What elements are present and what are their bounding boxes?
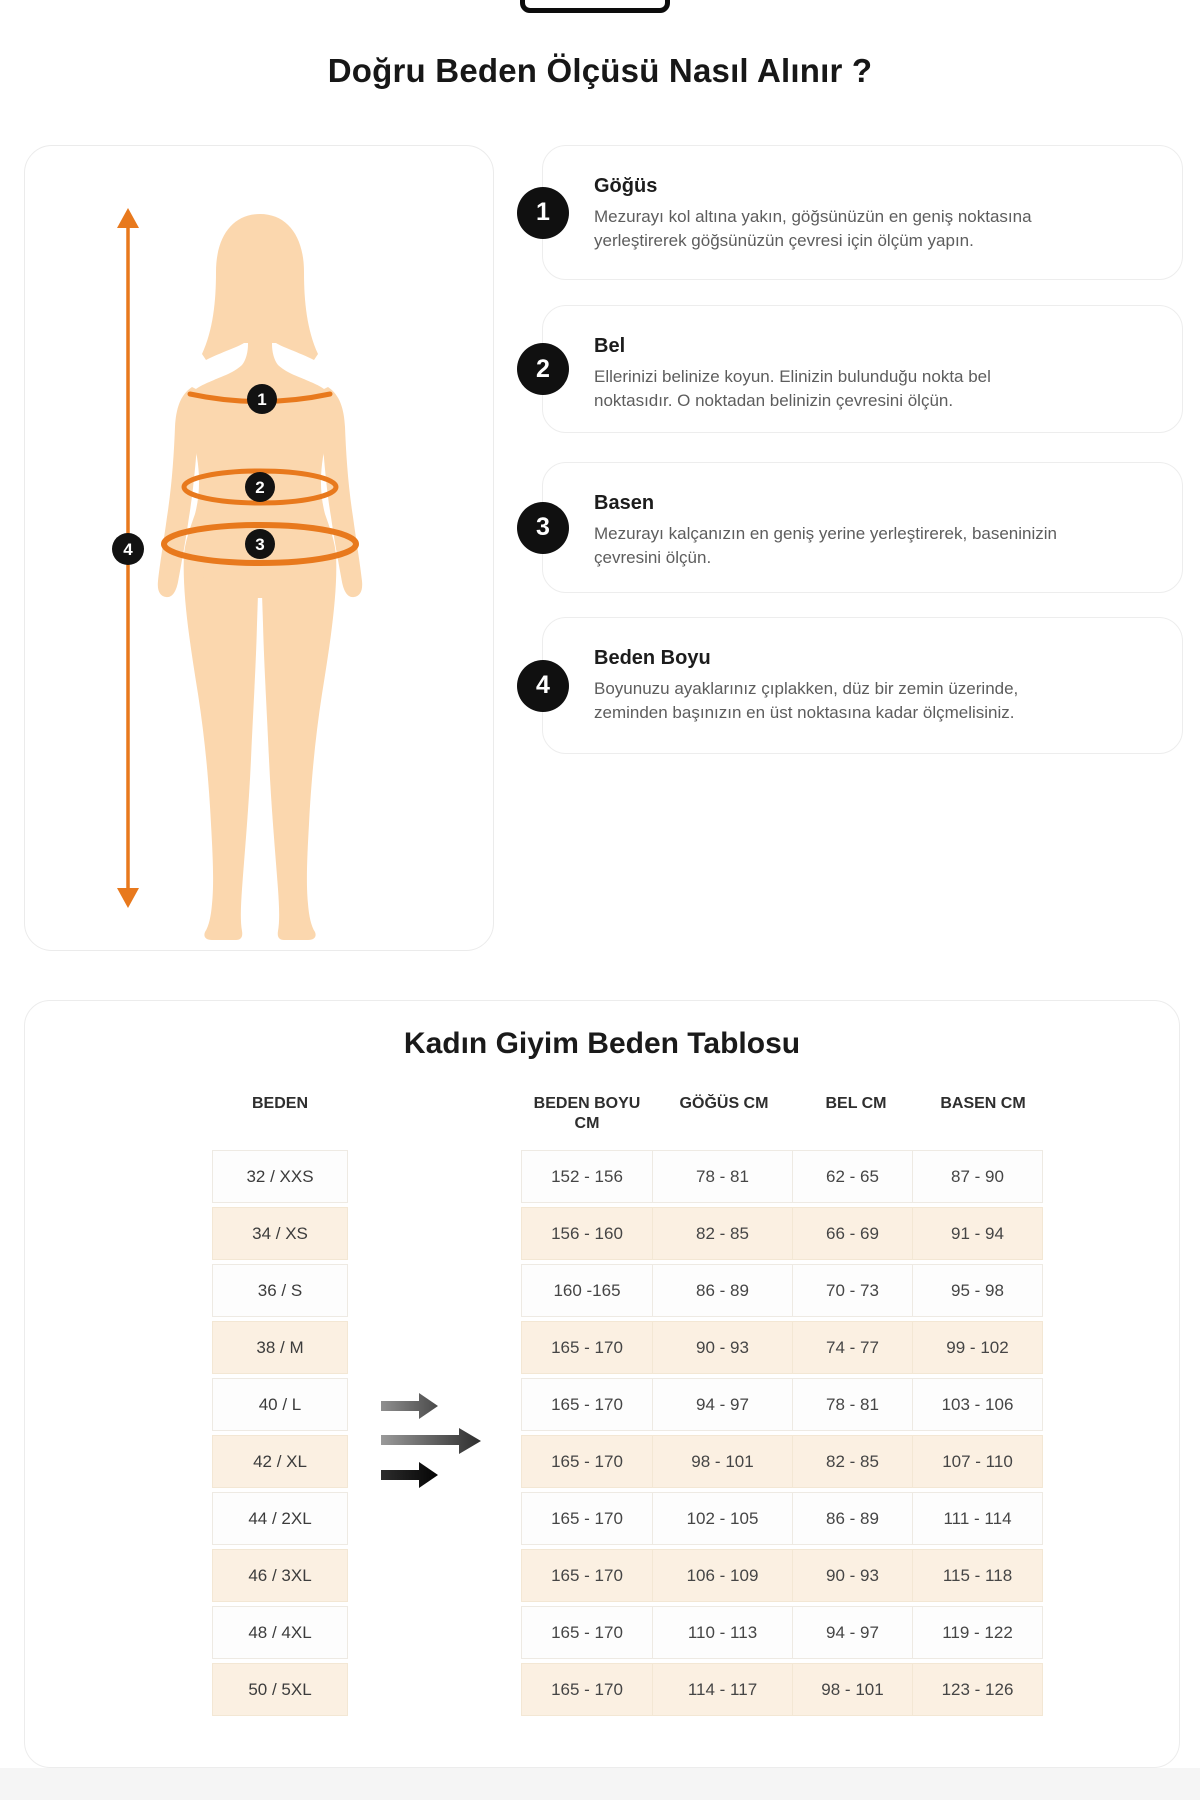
instruction-card-gogus bbox=[536, 145, 1183, 280]
step-2-badge bbox=[517, 343, 569, 395]
height-cell: 165 - 170 bbox=[551, 1452, 623, 1471]
size-cell: 38 / M bbox=[212, 1321, 348, 1374]
instruction-card-basen bbox=[536, 462, 1183, 593]
waist-cell: 78 - 81 bbox=[792, 1379, 912, 1430]
size-cell: 46 / 3XL bbox=[212, 1549, 348, 1602]
instruction-text: Ellerinizi belinize koyun. Elinizin bulunduğu nokta bel noktasıdır. O noktadan belinizin çevresini ölçün. bbox=[594, 367, 991, 411]
arrow-icon bbox=[381, 1393, 438, 1419]
arrow-icon bbox=[381, 1462, 438, 1488]
height-cell: 156 - 160 bbox=[551, 1224, 623, 1243]
hips-cell: 111 - 114 bbox=[912, 1493, 1042, 1544]
instruction-title: Basen bbox=[594, 492, 655, 514]
size-cell: 40 / L bbox=[212, 1378, 348, 1431]
size-cell: 32 / XXS bbox=[212, 1150, 348, 1203]
table-row bbox=[212, 1435, 1179, 1488]
hips-cell: 123 - 126 bbox=[912, 1664, 1042, 1715]
hips-cell: 107 - 110 bbox=[912, 1436, 1042, 1487]
height-cell: 165 - 170 bbox=[551, 1395, 623, 1414]
waist-cell: 74 - 77 bbox=[792, 1322, 912, 1373]
step-4-badge bbox=[517, 660, 569, 712]
body-measurement-diagram bbox=[110, 194, 410, 944]
size-table-card bbox=[24, 1000, 1180, 1768]
size-cell: 34 / XS bbox=[212, 1207, 348, 1260]
chest-cell: 94 - 97 bbox=[652, 1379, 792, 1430]
step-3-number: 3 bbox=[536, 513, 550, 541]
waist-cell: 94 - 97 bbox=[792, 1607, 912, 1658]
size-pointer-arrows-icon bbox=[375, 1384, 495, 1496]
instruction-card-bel bbox=[536, 305, 1183, 433]
step-1-badge bbox=[517, 187, 569, 239]
header-gogus: GÖĞÜS CM bbox=[679, 1095, 769, 1112]
height-cell: 165 - 170 bbox=[551, 1338, 623, 1357]
table-row bbox=[212, 1663, 1179, 1716]
table-row bbox=[212, 1606, 1179, 1659]
instruction-text: Mezurayı kol altına yakın, göğsünüzün en geniş noktasına yerleştirerek göğsünüzün çevresi için ölçüm yapın. bbox=[594, 207, 1032, 251]
size-table-title: Kadın Giyim Beden Tablosu bbox=[403, 1027, 801, 1060]
height-cell: 165 - 170 bbox=[551, 1509, 623, 1528]
header-beden: BEDEN bbox=[251, 1095, 308, 1112]
height-cell: 165 - 170 bbox=[551, 1623, 623, 1642]
chest-cell: 78 - 81 bbox=[652, 1151, 792, 1202]
instruction-title: Beden Boyu bbox=[594, 647, 711, 669]
size-cell: 50 / 5XL bbox=[212, 1663, 348, 1716]
body-silhouette bbox=[158, 214, 362, 940]
arrow-icon bbox=[381, 1428, 481, 1454]
chest-cell: 114 - 117 bbox=[652, 1664, 792, 1715]
step-1-number: 1 bbox=[536, 198, 550, 226]
hips-cell: 115 - 118 bbox=[912, 1550, 1042, 1601]
size-cell: 44 / 2XL bbox=[212, 1492, 348, 1545]
height-cell: 165 - 170 bbox=[551, 1680, 623, 1699]
size-cell: 48 / 4XL bbox=[212, 1606, 348, 1659]
header-beden-boyu: BEDEN BOYU CM bbox=[533, 1095, 641, 1132]
instruction-text: Boyunuzu ayaklarınız çıplakken, düz bir zemin üzerinde, zeminden başınızın en üst noktasına kadar ölçmelisiniz. bbox=[594, 679, 1019, 723]
marker-4: 4 bbox=[123, 540, 133, 559]
table-row bbox=[212, 1492, 1179, 1545]
size-cell: 42 / XL bbox=[212, 1435, 348, 1488]
hips-cell: 103 - 106 bbox=[912, 1379, 1042, 1430]
height-cell: 152 - 156 bbox=[551, 1167, 623, 1186]
hips-cell: 119 - 122 bbox=[912, 1607, 1042, 1658]
step-2-number: 2 bbox=[536, 354, 550, 383]
table-row bbox=[212, 1378, 1179, 1431]
height-cell: 165 - 170 bbox=[551, 1566, 623, 1585]
instruction-text: Mezurayı kalçanızın en geniş yerine yerleştirerek, baseninizin çevresini ölçün. bbox=[594, 524, 1058, 568]
step-4-number: 4 bbox=[536, 671, 550, 699]
chest-cell: 102 - 105 bbox=[652, 1493, 792, 1544]
chest-cell: 82 - 85 bbox=[652, 1208, 792, 1259]
chest-cell: 90 - 93 bbox=[652, 1322, 792, 1373]
table-row bbox=[212, 1150, 1179, 1203]
chest-cell: 98 - 101 bbox=[652, 1436, 792, 1487]
marker-2: 2 bbox=[255, 478, 265, 497]
measurement-figure-card bbox=[24, 145, 494, 951]
size-table-header bbox=[25, 1094, 1179, 1134]
bottom-strip bbox=[0, 1768, 1200, 1800]
chest-cell: 86 - 89 bbox=[652, 1265, 792, 1316]
waist-cell: 70 - 73 bbox=[792, 1265, 912, 1316]
instruction-card-beden-boyu bbox=[536, 617, 1183, 754]
waist-cell: 62 - 65 bbox=[792, 1151, 912, 1202]
table-row bbox=[212, 1321, 1179, 1374]
chest-cell: 110 - 113 bbox=[652, 1607, 792, 1658]
waist-cell: 90 - 93 bbox=[792, 1550, 912, 1601]
chest-cell: 106 - 109 bbox=[652, 1550, 792, 1601]
hips-cell: 99 - 102 bbox=[912, 1322, 1042, 1373]
top-tab-button[interactable] bbox=[520, 0, 670, 13]
size-cell: 36 / S bbox=[212, 1264, 348, 1317]
table-row bbox=[212, 1264, 1179, 1317]
waist-cell: 82 - 85 bbox=[792, 1436, 912, 1487]
hips-cell: 87 - 90 bbox=[912, 1151, 1042, 1202]
page-title: Doğru Beden Ölçüsü Nasıl Alınır ? bbox=[327, 52, 873, 89]
instruction-title: Bel bbox=[594, 335, 626, 357]
waist-cell: 98 - 101 bbox=[792, 1664, 912, 1715]
waist-cell: 86 - 89 bbox=[792, 1493, 912, 1544]
table-row bbox=[212, 1549, 1179, 1602]
hips-cell: 95 - 98 bbox=[912, 1265, 1042, 1316]
step-3-badge bbox=[517, 502, 569, 554]
height-cell: 160 -165 bbox=[553, 1281, 621, 1300]
table-row bbox=[212, 1207, 1179, 1260]
marker-1: 1 bbox=[257, 390, 267, 409]
header-bel: BEL CM bbox=[825, 1095, 887, 1112]
marker-3: 3 bbox=[255, 535, 265, 554]
waist-cell: 66 - 69 bbox=[792, 1208, 912, 1259]
header-basen: BASEN CM bbox=[940, 1095, 1026, 1112]
hips-cell: 91 - 94 bbox=[912, 1208, 1042, 1259]
size-table-rows bbox=[25, 1150, 1179, 1720]
instruction-title: Göğüs bbox=[594, 175, 658, 197]
